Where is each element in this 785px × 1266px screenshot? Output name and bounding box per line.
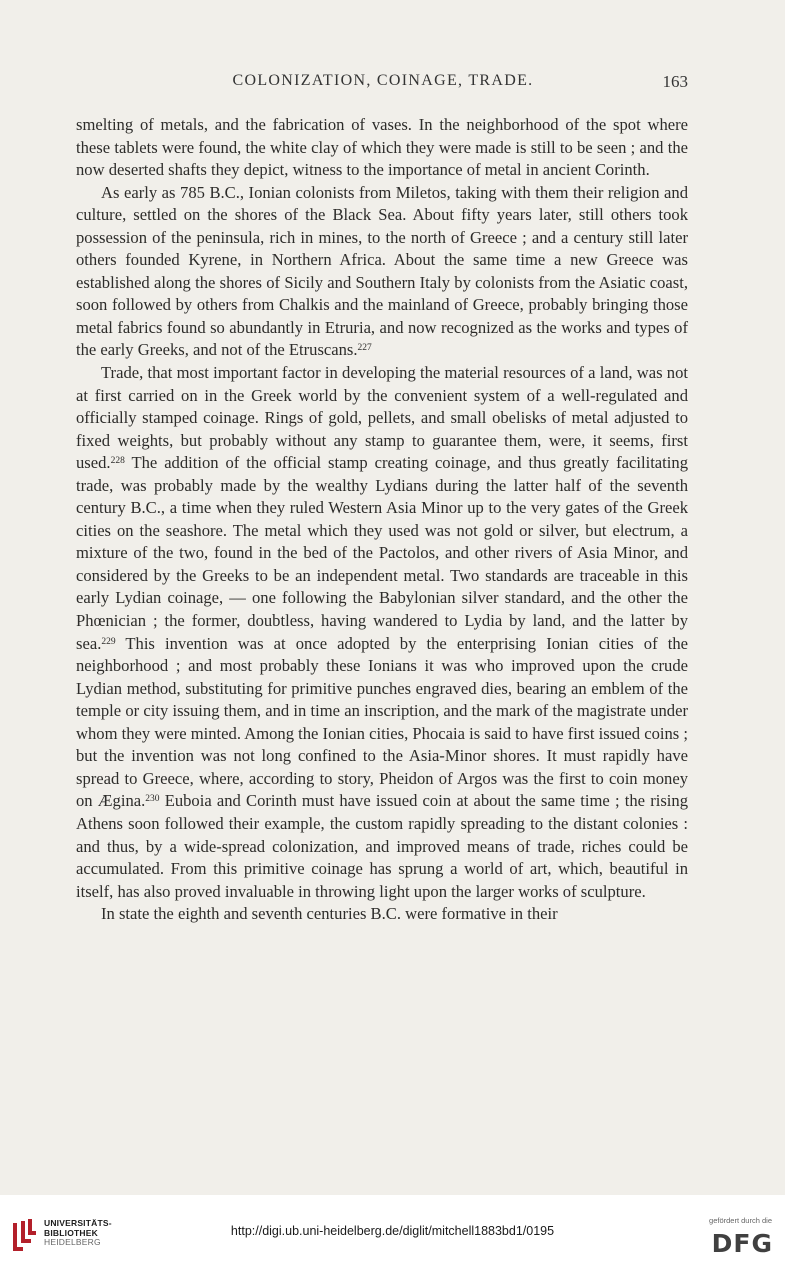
library-name-line-2: BIBLIOTHEK: [44, 1227, 98, 1238]
paragraph: [76, 362, 688, 903]
footnote-reference[interactable]: 228: [110, 456, 125, 467]
text-run: Euboia and Corinth must have issued coin at about the same time ; the rising Athens soon followed their example, the custom rapidly spreading to the distant colonies : and thus, by a wide-spread colonization, and improved means of trade, riches could be accumulated. From this primitive coinage has sprung a world of art, which, beautiful in itself, has also proved invaluable in throwing light upon the larger works of sculpture.: [76, 791, 688, 901]
paragraph: [76, 182, 688, 362]
footnote-reference[interactable]: 229: [101, 636, 116, 647]
text-run: The addition of the official stamp creating coinage, and thus greatly facilitating trade, was probably made by the wealthy Lydians during the latter half of the seventh century B.C., a time when they ruled Western Asia Minor up to the very gates of the Greek cities on the seashore. The metal which they used was not gold or silver, but electrum, a mixture of the two, found in the bed of the Pactolos, and other rivers of Asia Minor, and considered by the Greeks to be an independent metal. Two standards are traceable in this early Lydian coinage, — one following the Babylonian silver standard, and the other the Phœnician ; the former, doubtless, having wandered to Lydia by land, and the latter by sea.: [76, 453, 688, 653]
page-number: 163: [662, 72, 688, 91]
text-run: This invention was at once adopted by the enterprising Ionian cities of the neighborhood ; and most probably these Ionians it was who improved upon the crude Lydian method, substituting for primitive punches engraved dies, bearing an emblem of the temple or city issuing them, and in time an inscription, and the mark of the magistrate under whom they were minted. Among the Ionian cities, Phocaia is said to have first issued coins ; but the invention was not long confined to the Asia-Minor shores. It must rapidly have spread to Greece, where, according to story, Pheidon of Argos was the first to coin money on Ægina.: [76, 633, 689, 811]
text-run: smelting of metals, and the fabrication of vases. In the neighborhood of the spot where these tablets were found, the white clay of which they were made is still to be seen ; and the now deserted shafts they depict, witness to the importance of metal in ancient Corinth.: [76, 115, 688, 180]
running-title: COLONIZATION, COINAGE, TRADE.: [232, 72, 534, 89]
source-url-link[interactable]: http://digi.ub.uni-heidelberg.de/diglit/mitchell1883bd1/0195: [230, 1224, 555, 1238]
dfg-logo[interactable]: DFG: [711, 1229, 773, 1258]
text-run: In state the eighth and seventh centuries B.C. were formative in their: [101, 904, 558, 924]
text-run: Trade, that most important factor in developing the material resources of a land, was not at first carried on in the Greek world by the convenient system of a well-regulated and officially stamped coinage. Rings of gold, pellets, and small obelisks of metal adjusted to fixed weights, but probably without any stamp to guarantee them, were, it seems, first used.: [76, 363, 688, 473]
library-name-line-1: UNIVERSITÄTS-: [44, 1218, 112, 1228]
body-text: [76, 114, 688, 926]
text-run: As early as 785 B.C., Ionian colonists from Miletos, taking with them their religion and culture, settled on the shores of the Black Sea. About fifty years later, still others took possession of the peninsula, rich in mines, to the north of Greece ; and a century still later others founded Kyrene, in Northern Africa. About the same time a new Greece was established along the shores of Sicily and Southern Italy by colonists from the Asiatic coast, soon followed by others from Chalkis and the mainland of Greece, probably bringing those metal fabrics found so abundantly in Etruria, and now recognized as the works and types of the early Greeks, and not of the Etruscans.: [76, 182, 688, 360]
viewer-footer: [0, 1195, 785, 1266]
funded-by-label: gefördert durch die: [709, 1216, 772, 1225]
paragraph: [76, 903, 688, 926]
footnote-reference[interactable]: 230: [145, 794, 160, 805]
paragraph: [76, 114, 688, 182]
running-head: [78, 72, 688, 94]
footnote-reference[interactable]: 227: [357, 343, 372, 354]
library-city: HEIDELBERG: [44, 1237, 101, 1247]
